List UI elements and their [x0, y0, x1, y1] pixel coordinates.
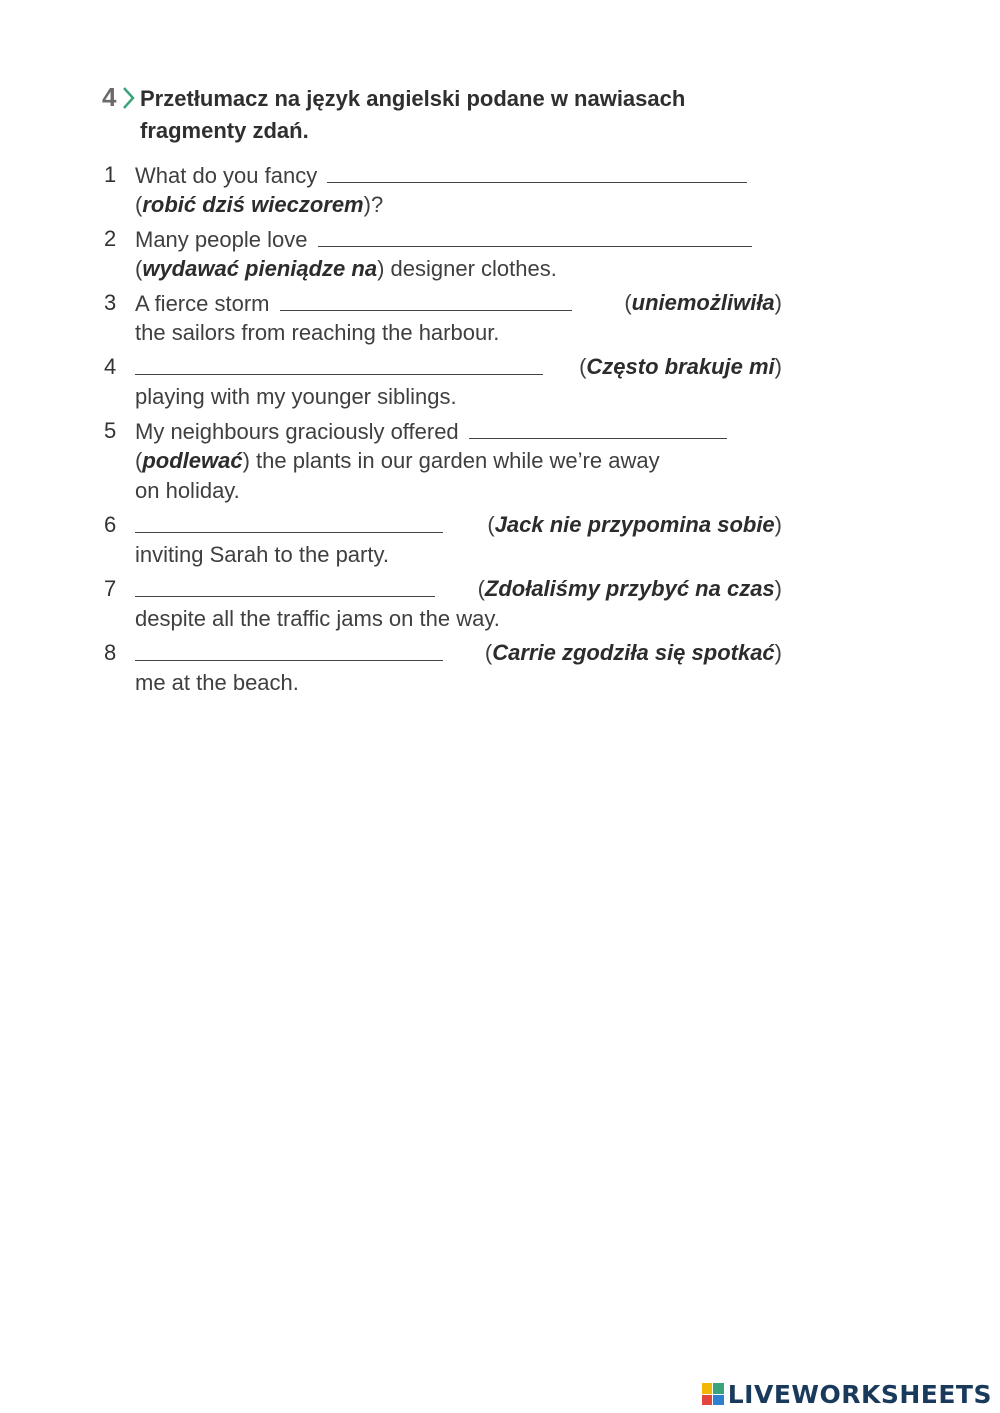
translation-hint: Carrie zgodziła się spotkać: [492, 640, 775, 665]
answer-blank[interactable]: [327, 160, 747, 183]
answer-blank[interactable]: [135, 352, 543, 375]
translation-hint: robić dziś wieczorem: [142, 192, 364, 217]
item-text-after: ?: [370, 192, 384, 217]
item-text-after: playing with my younger siblings.: [135, 384, 457, 409]
item-number: 1: [104, 162, 117, 187]
exercise-item-2: 2 Many people love (wydawać pieniądze na) designer clothes.: [102, 224, 782, 284]
item-number: 7: [104, 576, 117, 601]
task-number: 4: [102, 82, 117, 112]
item-text-before: What do you fancy: [135, 163, 318, 188]
item-number: 8: [104, 640, 117, 665]
exercise-item-3: 3 A fierce storm (uniemożliwiła) the sailors from reaching the harbour.: [104, 290, 782, 345]
translation-hint: Jack nie przypomina sobie: [494, 512, 775, 537]
exercise-item-7: 7 (Zdołaliśmy przybyć na czas) despite all the traffic jams on the way.: [104, 576, 782, 631]
item-text-after: despite all the traffic jams on the way.: [135, 606, 500, 631]
instruction-line-2: fragmenty zdań.: [140, 118, 309, 143]
exercise-item-6: 6 (Jack nie przypomina sobie) inviting Sarah to the party.: [104, 512, 782, 567]
liveworksheets-logo: [702, 1381, 992, 1407]
task-instruction: [140, 83, 780, 147]
liveworksheets-logo-icon: [702, 1383, 724, 1405]
exercise-item-5: 5 My neighbours graciously offered (podlewać) the plants in our garden while we’re away on holiday.: [102, 416, 782, 506]
answer-blank[interactable]: [318, 224, 752, 247]
answer-blank[interactable]: [469, 416, 727, 439]
item-number: 3: [104, 290, 117, 315]
answer-blank[interactable]: [135, 638, 443, 661]
item-text-after: inviting Sarah to the party.: [135, 542, 389, 567]
translation-hint: podlewać: [142, 448, 243, 473]
item-text-after: designer clothes.: [384, 256, 557, 281]
item-number: 6: [104, 512, 117, 537]
item-number: 5: [104, 418, 117, 443]
exercise-item-4: 4 (Często brakuje mi) playing with my younger siblings.: [104, 354, 782, 409]
item-text-before: A fierce storm: [135, 291, 270, 316]
translation-hint: wydawać pieniądze na: [142, 256, 378, 281]
chevron-right-icon: [121, 86, 137, 110]
answer-blank[interactable]: [280, 288, 572, 311]
item-text-before: Many people love: [135, 227, 308, 252]
answer-blank[interactable]: [135, 510, 443, 533]
item-text-after: the plants in our garden while we’re away: [249, 448, 660, 473]
translation-hint: uniemożliwiła: [631, 290, 775, 315]
item-text-after: the sailors from reaching the harbour.: [135, 320, 500, 345]
translation-hint: Często brakuje mi: [586, 354, 775, 379]
exercise-item-8: 8 (Carrie zgodziła się spotkać) me at the beach.: [104, 640, 782, 695]
item-number: 4: [104, 354, 117, 379]
answer-blank[interactable]: [135, 574, 435, 597]
instruction-line-1: Przetłumacz na język angielski podane w nawiasach: [140, 86, 686, 111]
item-text-before: My neighbours graciously offered: [135, 419, 459, 444]
item-number: 2: [104, 226, 117, 251]
item-text-after-2: on holiday.: [135, 478, 240, 503]
translation-hint: Zdołaliśmy przybyć na czas: [484, 576, 775, 601]
item-text-after: me at the beach.: [135, 670, 299, 695]
logo-text: LIVEWORKSHEETS: [727, 1379, 992, 1409]
exercise-item-1: 1 What do you fancy (robić dziś wieczorem)?: [102, 160, 782, 220]
